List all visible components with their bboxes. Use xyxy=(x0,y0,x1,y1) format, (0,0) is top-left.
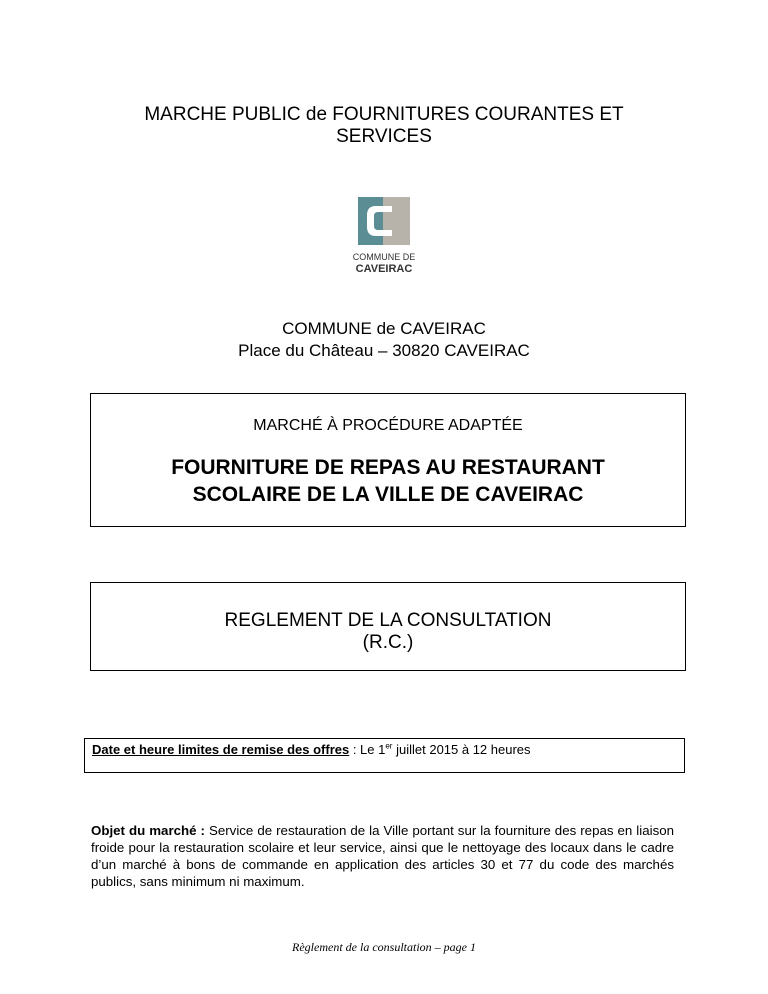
commune-address: Place du Château – 30820 CAVEIRAC xyxy=(238,341,530,360)
rc-title-line1: REGLEMENT DE LA CONSULTATION xyxy=(224,610,552,631)
document-title-line2: SERVICES xyxy=(336,126,432,147)
market-object-label: Objet du marché : xyxy=(91,823,205,838)
logo-text-line1: COMMUNE DE xyxy=(352,252,416,262)
document-title-line1: MARCHE PUBLIC de FOURNITURES COURANTES ET xyxy=(144,104,624,125)
document-title xyxy=(0,104,768,148)
rc-title xyxy=(91,610,685,654)
procedure-type: MARCHÉ À PROCÉDURE ADAPTÉE xyxy=(253,417,523,434)
procedure-box xyxy=(90,393,686,527)
commune-logo xyxy=(336,192,436,282)
page-footer: Règlement de la consultation – page 1 xyxy=(292,940,476,954)
logo-gray-block xyxy=(383,197,410,245)
market-object-text: Service de restauration de la Ville portant sur la fourniture des repas en liaison froide pour la restauration scolaire et leur service, ainsi que le nettoyage des locaux dans le cadre d’un marché à bons de commande en application des articles 30 et 77 du code des marchés publics, sans minimum ni maximum. xyxy=(91,823,675,889)
deadline-label: Date et heure limites de remise des offres xyxy=(92,742,350,757)
market-object-paragraph xyxy=(91,822,674,890)
market-title-line1: FOURNITURE DE REPAS AU RESTAURANT xyxy=(171,456,605,479)
deadline-superscript: er xyxy=(385,741,393,751)
commune-name: COMMUNE de CAVEIRAC xyxy=(282,319,486,338)
market-title xyxy=(91,454,685,508)
rc-title-line2: (R.C.) xyxy=(362,632,414,653)
deadline-box xyxy=(84,738,685,773)
rc-box xyxy=(90,582,686,671)
commune-address-block xyxy=(0,318,768,362)
deadline-separator: : Le 1 xyxy=(349,742,386,757)
commune-logo-icon xyxy=(336,192,436,282)
deadline-value: juillet 2015 à 12 heures xyxy=(392,742,531,757)
logo-text-line2: CAVEIRAC xyxy=(355,263,413,275)
market-title-line2: SCOLAIRE DE LA VILLE DE CAVEIRAC xyxy=(192,483,584,506)
